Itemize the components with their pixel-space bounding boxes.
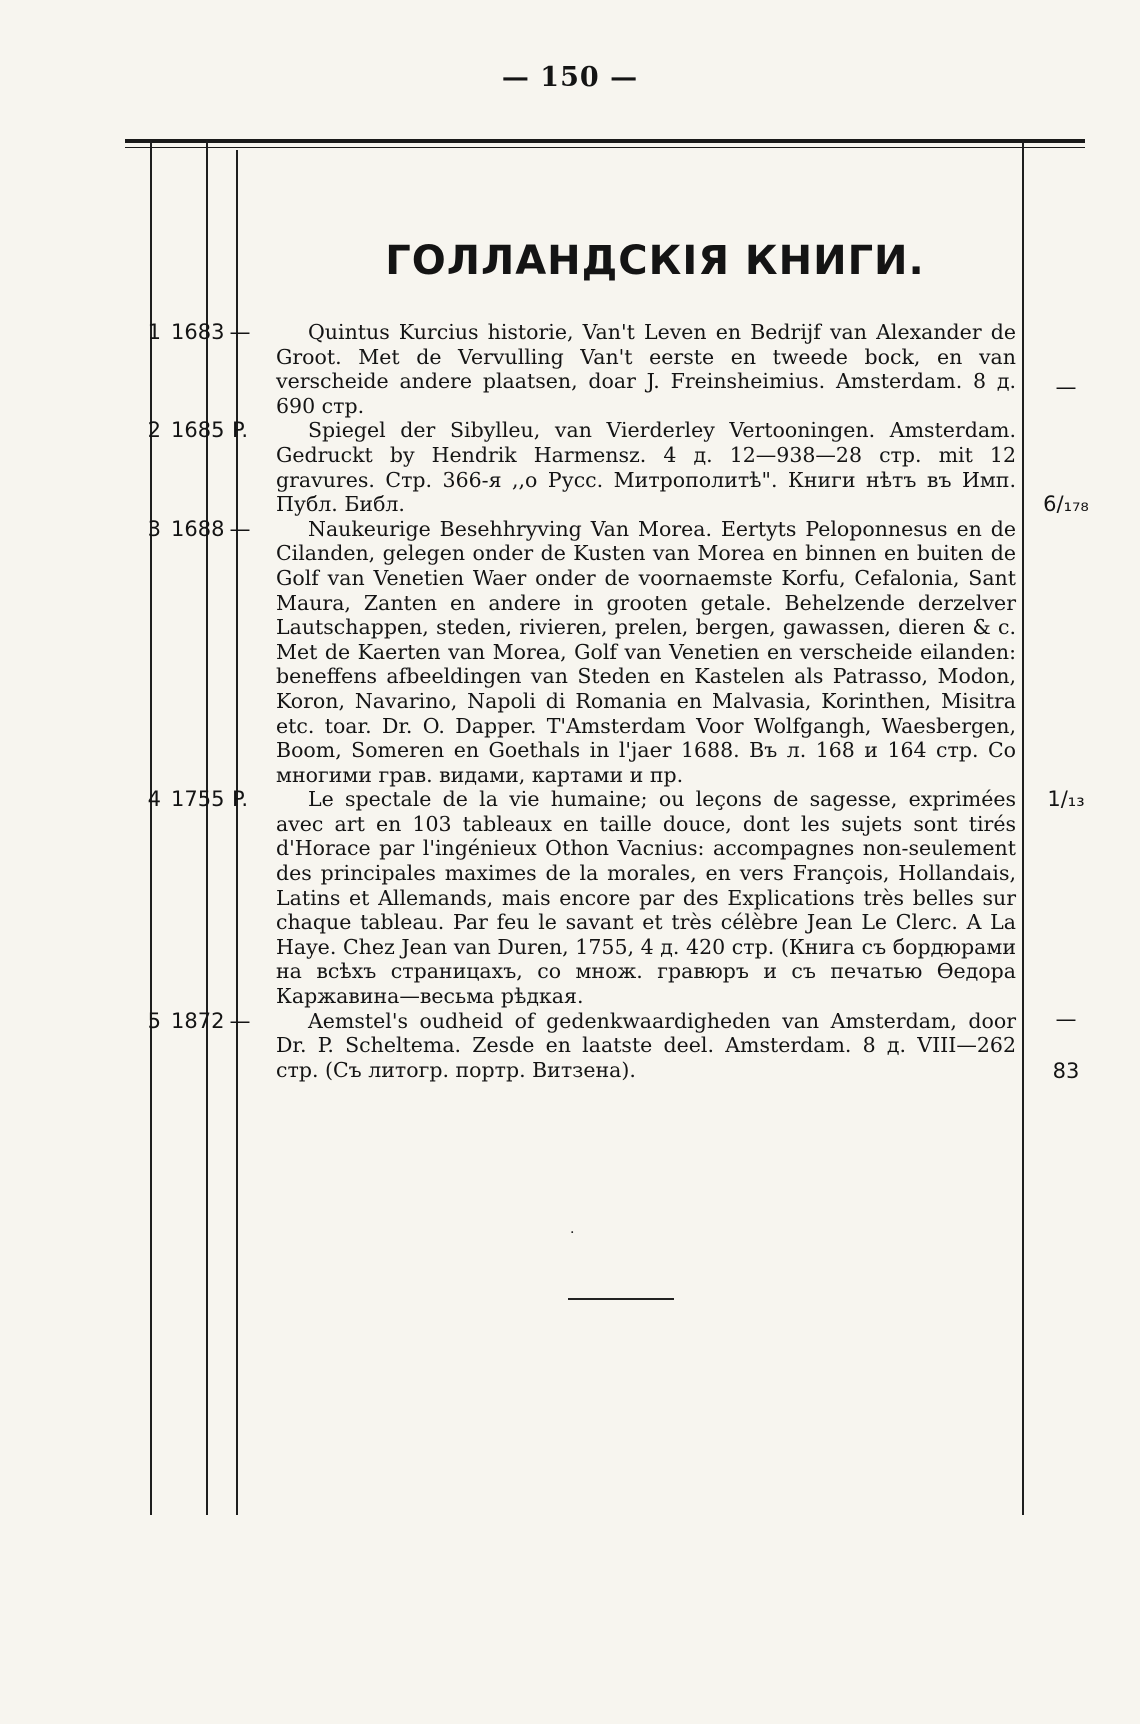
entry-note: — [1055, 1007, 1077, 1032]
entry-year: 1755 [171, 787, 225, 812]
entry-text: Quintus Kurcius historie, Van't Leven en Bedrijf van Alexander de Groot. Met de Vervulling Van't eerste en tweede bock, en van verscheide andere plaatsen, doar J. Freinsheimius. Amsterdam. 8 д. 690 стр. [276, 320, 1016, 418]
entry-text: Naukeurige Besehhryving Van Morea. Eertyts Peloponnesus en de Cilanden, gelegen onder de Kusten van Morea en binnen en buiten de Golf van Venetien Waer onder de voornaemste Korfu, Cefalonia, Sant Maura, Zanten en andere in grooten getale. Behelzende derzelver Lautschappen, steden, rivieren, prelen, bergen, gawassen, dieren & c. Met de Kaerten van Morea, Golf van Venetien en verscheide eilanden: beneffens afbeeldingen van Steden en Kastelen als Patrasso, Modon, Koron, Navarino, Napoli di Romania en Malvasia, Korinthen, Misitra etc. toar. Dr. O. Dapper. T'Amsterdam Voor Wolfgangh, Waesbergen, Boom, Someren en Goethals in l'jaer 1688. Въ л. 168 и 164 стр. Со многими грав. видами, картами и пр. [276, 516, 1016, 787]
header-thin-rule [125, 147, 1085, 148]
entry-year: 1872 [171, 1008, 225, 1033]
header-thick-rule [125, 139, 1085, 143]
entry-mark: — [229, 320, 251, 344]
entry-mark: P. [231, 418, 249, 443]
entry-note: 6/₁₇₈ [1043, 492, 1089, 517]
entry-note: — [1055, 375, 1077, 399]
entry-year: 1685 [171, 418, 225, 443]
entry-text: Le spectale de la vie humaine; ou leçons de sagesse, exprimées avec art en 103 tableaux en taille douce, dont les sujets sont tirés d'Horace par l'ingénieux Othon Vacnius: accompagnes non-seulement des principales maximes de la morales, en vers François, Hollandais, Latins et Allemands, mais encore par des Explications très belles sur chaque tableau. Par feu le savant et très célèbre Jean Le Clerc. A La Haye. Chez Jean van Duren, 1755, 4 д. 420 стр. (Книга съ бордюрами на всѣхъ страницахъ, со множ. гравюръ и съ печатью Ѳедора Каржавина—весьма рѣдкая. [276, 787, 1016, 1009]
entry-1 [0, 320, 1140, 418]
entry-note: 1/₁₃ [1047, 786, 1085, 811]
entry-2 [0, 418, 1140, 516]
entry-year: 1688 [171, 516, 225, 541]
entry-number: 2 [147, 418, 161, 443]
entry-text: Aemstel's oudheid of gedenkwaardigheden van Amsterdam, door Dr. P. Scheltema. Zesde en laatste deel. Amsterdam. 8 д. VIII—262 стр. (Съ литогр. портр. Витзена). [276, 1008, 1016, 1082]
entry-number: 3 [147, 516, 161, 541]
entry-number: 4 [147, 787, 161, 812]
bottom-rule [568, 1298, 674, 1300]
section-title: ГОЛЛАНДСКІЯ КНИГИ. [385, 238, 925, 284]
entry-note: 83 [1052, 1058, 1080, 1083]
page-number: — 150 — [501, 62, 639, 93]
entries-list [0, 320, 1140, 1082]
entry-number: 1 [147, 320, 161, 344]
entry-mark: — [229, 1008, 251, 1033]
entry-year: 1683 [171, 320, 225, 344]
entry-number: 5 [147, 1008, 161, 1033]
entry-mark: P. [231, 787, 249, 812]
entry-mark: — [229, 516, 251, 541]
entry-5 [0, 1009, 1140, 1083]
entry-text: Spiegel der Sibylleu, van Vierderley Vertooningen. Amsterdam. Gedruckt by Hendrik Harmensz. 4 д. 12—938—28 стр. mit 12 gravures. Стр. 366-я ,,о Русс. Митрополитѣ". Книги нѣтъ въ Имп. Публ. Библ. [276, 418, 1016, 517]
bottom-dot: · [570, 1225, 575, 1241]
